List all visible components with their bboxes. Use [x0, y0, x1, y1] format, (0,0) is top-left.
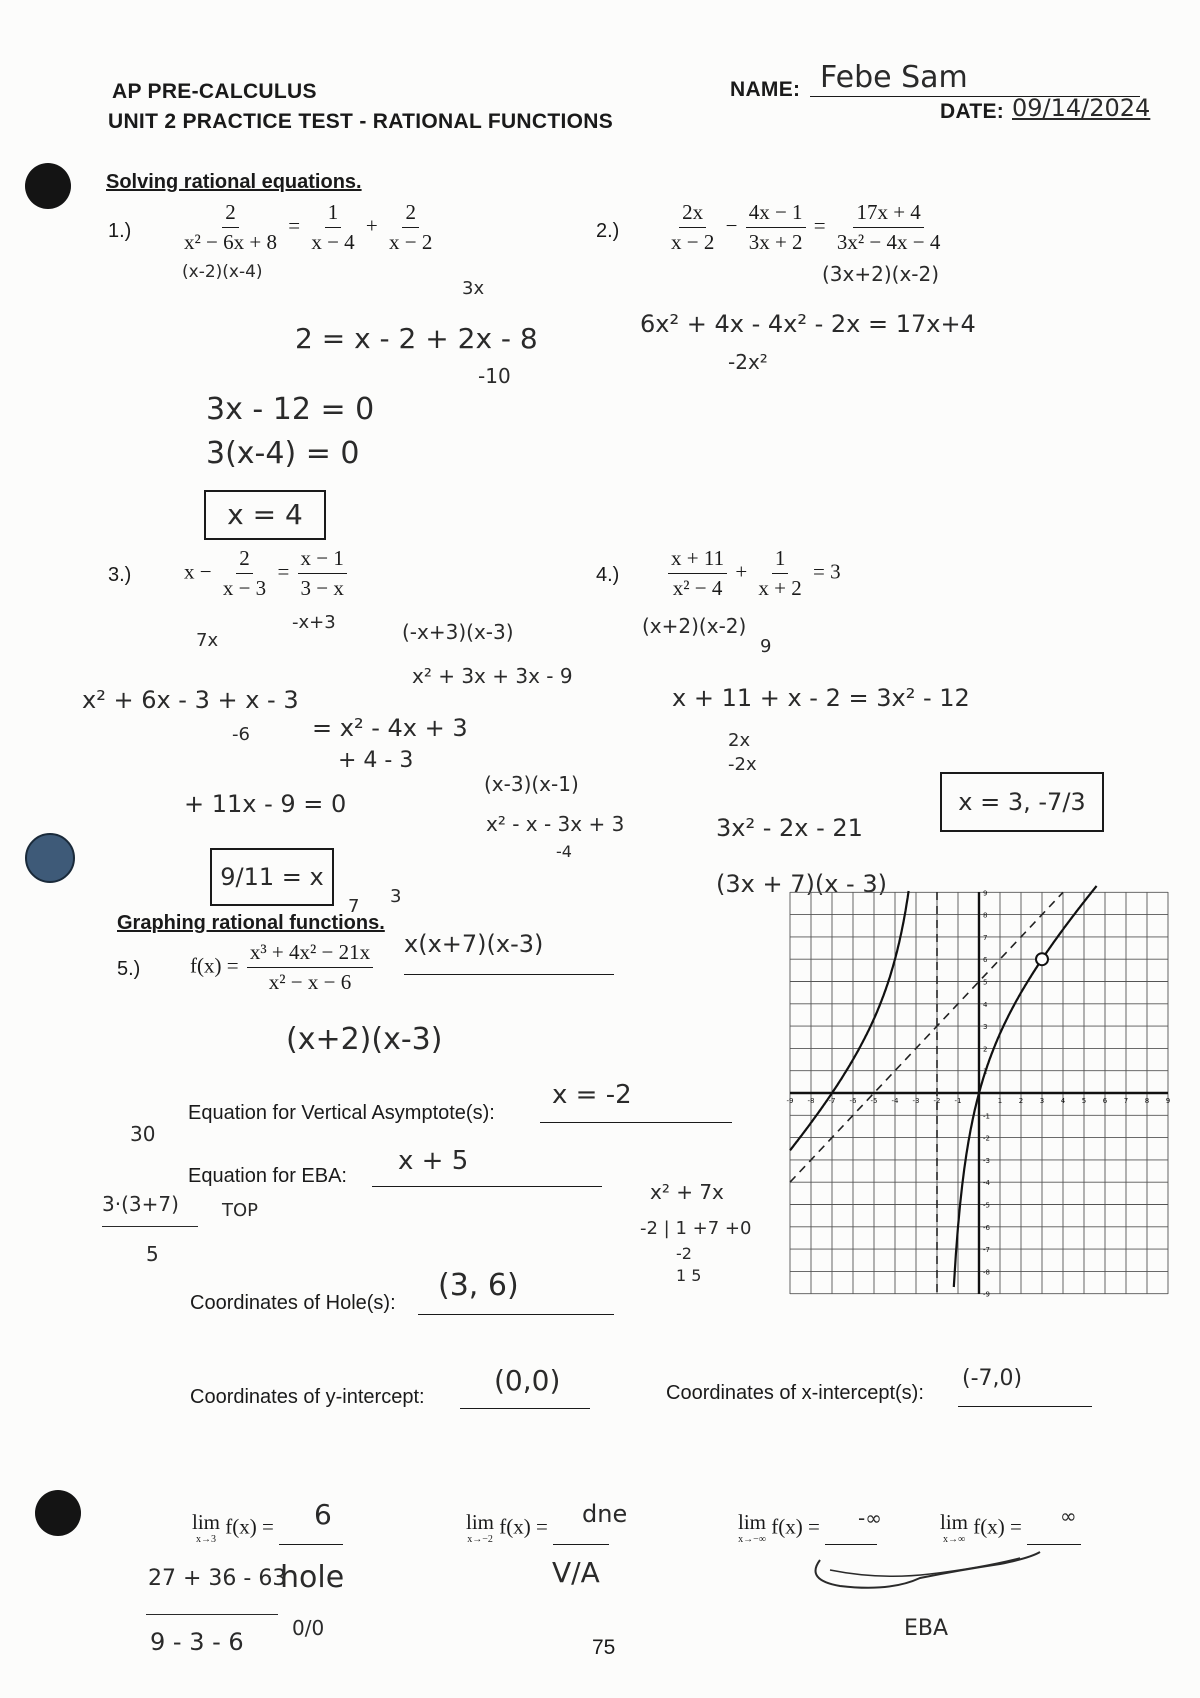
x-tick-label: -4 — [891, 1097, 899, 1105]
lim-word: lim — [738, 1510, 767, 1534]
handwritten-work: x + 11 + x - 2 = 3x² - 12 — [672, 684, 970, 712]
equals-sign: = — [813, 213, 826, 238]
problem-number: 3.) — [108, 564, 132, 586]
denominator: 3x + 2 — [748, 230, 803, 254]
handwritten-work: (3x + 7)(x - 3) — [716, 870, 887, 898]
vertical-asymptote-label: Equation for Vertical Asymptote(s): — [188, 1102, 495, 1124]
y-tick-label: 8 — [983, 911, 988, 920]
limit-3-answer: -∞ — [858, 1506, 882, 1530]
handwritten-work: (x+2)(x-3) — [286, 1022, 443, 1057]
date-label: DATE: — [940, 100, 1005, 123]
numerator: x³ + 4x² − 21x — [247, 940, 373, 968]
problem-1-equation — [178, 200, 438, 255]
handwritten-work: 2x — [728, 730, 751, 751]
answer-box: x = 3, -7/3 — [940, 772, 1104, 832]
numerator: 1 — [772, 546, 789, 574]
y-tick-label: -3 — [983, 1156, 990, 1165]
minus-sign: − — [199, 559, 212, 584]
y-tick-label: 5 — [983, 978, 988, 987]
lim-blank — [279, 1520, 343, 1545]
handwritten-work: EBA — [904, 1616, 949, 1641]
handwritten-work: + 4 - 3 — [338, 748, 414, 773]
eba-answer: x + 5 — [398, 1146, 469, 1176]
denominator: x − 2 — [389, 230, 433, 254]
handwritten-work: 3x² - 2x - 21 — [716, 814, 863, 842]
handwritten-work: -6 — [232, 724, 250, 745]
lim-expression: f(x) = — [225, 1514, 274, 1539]
limit-1-answer: 6 — [314, 1498, 332, 1531]
section-title-solving: Solving rational equations. — [106, 171, 362, 193]
handwritten-work: (x+2)(x-2) — [642, 614, 747, 638]
denominator: x² − 6x + 8 — [184, 230, 277, 254]
problem-2-equation — [665, 200, 946, 255]
numerator: 2x — [679, 200, 706, 228]
handwritten-work: 3(x-4) = 0 — [206, 436, 360, 471]
lim-subscript: x→∞ — [942, 1534, 966, 1545]
lim-subscript: x→−2 — [467, 1534, 493, 1545]
handwritten-work: 3x - 12 = 0 — [206, 392, 375, 427]
handwritten-work: -x+3 — [292, 612, 336, 633]
plus-sign: + — [365, 213, 378, 238]
hole-answer: (3, 6) — [438, 1268, 519, 1303]
handwritten-work: 7 — [348, 896, 360, 917]
handwritten-work: x(x+7)(x-3) — [404, 930, 544, 958]
y-tick-label: 6 — [983, 956, 988, 965]
lim-subscript: x→−∞ — [738, 1534, 766, 1545]
handwritten-work: hole — [280, 1560, 345, 1595]
denominator: 3x² − 4x − 4 — [836, 230, 941, 254]
handwritten-work: -4 — [556, 842, 572, 861]
y-tick-label: -8 — [983, 1268, 990, 1277]
variable-x: x — [184, 559, 195, 584]
section-bullet-black-bottom — [35, 1490, 81, 1536]
lim-word: lim — [940, 1510, 969, 1534]
y-tick-label: -7 — [983, 1246, 990, 1255]
lim-expression: f(x) = — [973, 1514, 1022, 1539]
x-intercepts-label: Coordinates of x-intercept(s): — [666, 1382, 924, 1404]
problem-number: 4.) — [596, 564, 620, 586]
handwritten-work: -2 | 1 +7 +0 — [640, 1218, 752, 1239]
vertical-asymptote-answer: x = -2 — [552, 1080, 632, 1110]
denominator: x + 2 — [758, 576, 802, 600]
x-tick-label: 7 — [1123, 1097, 1129, 1105]
name-value: Febe Sam — [820, 60, 968, 95]
handwritten-work: 5 — [146, 1242, 159, 1266]
y-tick-label: -1 — [983, 1112, 990, 1121]
denominator: x − 4 — [311, 230, 355, 254]
handwritten-work: 6x² + 4x - 4x² - 2x = 17x+4 — [640, 310, 976, 338]
limit-4-answer: ∞ — [1060, 1504, 1077, 1528]
handwritten-work: 3 — [390, 886, 402, 907]
denominator: 3 − x — [300, 576, 344, 600]
name-label: NAME: — [730, 78, 801, 101]
coordinate-graph — [786, 889, 1171, 1299]
x-tick-label: 3 — [1039, 1097, 1045, 1105]
section-bullet-blue — [25, 833, 75, 883]
hole-point — [1036, 953, 1048, 965]
limit-2-answer: dne — [582, 1500, 628, 1528]
handwritten-work: 7x — [196, 630, 219, 651]
handwritten-work: 9 — [760, 636, 772, 657]
y-tick-label: -5 — [983, 1201, 990, 1210]
course-title: AP PRE-CALCULUS — [112, 80, 317, 103]
numerator: 17x + 4 — [853, 200, 923, 228]
numerator: 2 — [222, 200, 239, 228]
equals-sign: = — [277, 559, 290, 584]
lim-subscript: x→3 — [196, 1534, 216, 1545]
page-number: 75 — [592, 1636, 616, 1659]
answer-box: 9/11 = x — [210, 848, 334, 906]
section-title-graphing: Graphing rational functions. — [117, 912, 385, 934]
handwritten-work: x² - x - 3x + 3 — [486, 812, 625, 836]
x-tick-label: -3 — [912, 1097, 920, 1105]
hole-label: Coordinates of Hole(s): — [190, 1292, 396, 1314]
x-tick-label: -1 — [954, 1097, 962, 1105]
problem-4-equation — [665, 546, 841, 601]
y-intercept-label: Coordinates of y-intercept: — [190, 1386, 425, 1408]
x-tick-label: 1 — [997, 1097, 1003, 1105]
handwritten-work: (-x+3)(x-3) — [402, 620, 514, 644]
handwritten-work: 9 - 3 - 6 — [150, 1628, 244, 1656]
work-line — [404, 974, 614, 975]
numerator: 2 — [402, 200, 419, 228]
handwritten-work: (x-2)(x-4) — [182, 262, 263, 282]
section-bullet-black — [25, 163, 71, 209]
y-tick-label: -2 — [983, 1134, 990, 1143]
handwritten-work: (3x+2)(x-2) — [822, 262, 940, 286]
y-intercept-answer: (0,0) — [494, 1364, 561, 1397]
y-tick-label: -6 — [983, 1223, 990, 1232]
x-intercepts-answer: (-7,0) — [962, 1366, 1023, 1391]
x-tick-label: 6 — [1102, 1097, 1108, 1105]
y-tick-label: 7 — [983, 933, 988, 942]
date-value: 09/14/2024 — [1012, 94, 1151, 122]
y-tick-label: 1 — [983, 1067, 988, 1076]
plus-sign: + — [735, 559, 748, 584]
handwritten-work: x² + 3x + 3x - 9 — [412, 664, 573, 688]
denominator: x² − x − 6 — [268, 970, 352, 994]
handwritten-work: 2 = x - 2 + 2x - 8 — [295, 322, 538, 355]
problem-5-function — [190, 940, 376, 995]
lim-expression: f(x) = — [771, 1514, 820, 1539]
handwritten-work: + 11x - 9 = 0 — [184, 790, 347, 818]
handwritten-work: -2x² — [728, 350, 768, 374]
denominator: x² − 4 — [672, 576, 723, 600]
handwritten-work: TOP — [222, 1200, 259, 1221]
handwritten-work: x² + 7x — [650, 1180, 724, 1204]
function-label: f(x) = — [190, 953, 239, 978]
handwritten-work: -2 — [676, 1244, 692, 1263]
minus-sign: − — [725, 213, 738, 238]
numerator: x + 11 — [668, 546, 727, 574]
handwritten-work: -2x — [728, 754, 757, 775]
lim-word: lim — [466, 1510, 495, 1534]
denominator: x − 2 — [671, 230, 715, 254]
handwritten-work: = x² - 4x + 3 — [312, 714, 468, 742]
handwritten-work: 0/0 — [292, 1616, 325, 1640]
x-tick-label: -9 — [786, 1097, 794, 1105]
x-tick-label: 9 — [1165, 1097, 1171, 1105]
denominator: x − 3 — [222, 576, 267, 600]
fraction-bar — [102, 1226, 198, 1227]
numerator: 4x − 1 — [746, 200, 806, 228]
handwritten-work: (x-3)(x-1) — [484, 772, 579, 796]
handwritten-work: 1 5 — [676, 1266, 702, 1285]
numerator: x − 1 — [298, 546, 347, 574]
x-tick-label: -5 — [870, 1097, 878, 1105]
x-tick-label: 4 — [1060, 1097, 1066, 1105]
numerator: 1 — [325, 200, 342, 228]
test-title: UNIT 2 PRACTICE TEST - RATIONAL FUNCTIONS — [108, 110, 614, 133]
x-tick-label: 5 — [1081, 1097, 1087, 1105]
y-tick-label: 4 — [983, 1000, 988, 1009]
problem-3-equation — [184, 546, 350, 601]
handwritten-work: 27 + 36 - 63 — [148, 1566, 287, 1591]
y-tick-label: -9 — [983, 1290, 990, 1299]
lim-expression: f(x) = — [499, 1514, 548, 1539]
y-tick-label: 9 — [983, 889, 988, 898]
lim-word: lim — [192, 1510, 221, 1534]
x-tick-label: -8 — [807, 1097, 815, 1105]
equals-sign: = — [288, 213, 301, 238]
x-tick-label: -2 — [933, 1097, 941, 1105]
function-curve-left — [790, 891, 909, 1150]
handwritten-scribble — [800, 1540, 1060, 1600]
x-tick-label: 2 — [1018, 1097, 1024, 1105]
handwritten-work: V/A — [552, 1556, 600, 1589]
y-tick-label: 3 — [983, 1023, 988, 1032]
y-tick-label: -4 — [983, 1179, 990, 1188]
slant-asymptote-line — [790, 892, 1063, 1182]
x-tick-label: -6 — [849, 1097, 857, 1105]
handwritten-work: -10 — [478, 364, 511, 388]
numerator: 2 — [236, 546, 253, 574]
handwritten-work: x² + 6x - 3 + x - 3 — [82, 686, 299, 714]
handwritten-work: 3x — [462, 278, 485, 299]
x-tick-label: -7 — [828, 1097, 836, 1105]
handwritten-work: 3·(3+7) — [102, 1192, 179, 1216]
problem-number: 2.) — [596, 220, 620, 242]
problem-number: 1.) — [108, 220, 132, 242]
x-tick-label: 8 — [1144, 1097, 1150, 1105]
eba-label: Equation for EBA: — [188, 1165, 347, 1187]
handwritten-work: 30 — [130, 1122, 156, 1146]
fraction-bar — [146, 1614, 278, 1615]
problem-number: 5.) — [117, 958, 141, 980]
equals-three: = 3 — [813, 559, 841, 584]
y-tick-label: 2 — [983, 1045, 988, 1054]
answer-box: x = 4 — [204, 490, 326, 540]
